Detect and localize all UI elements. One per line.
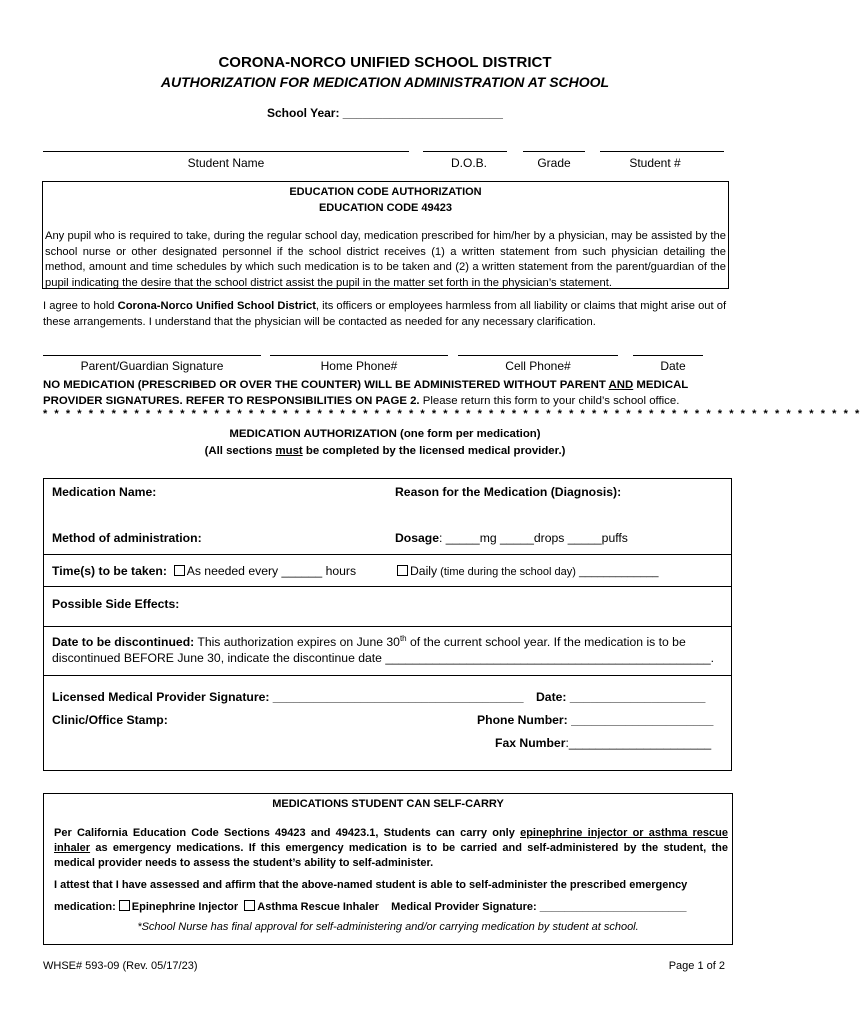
student-name-label: Student Name (187, 156, 265, 170)
self-carry-policy: Per California Education Code Sections 49423 and 49423.1, Students can carry only epinephrine injector or asthma rescue inhaler as emergency medications. If this emergency medication is to be carried and self-administered by the student, the medical provider needs to assess the student’s ability to self-administer. (54, 827, 728, 869)
divider (44, 554, 731, 555)
self-carry-heading: MEDICATIONS STUDENT CAN SELF-CARRY (272, 798, 504, 810)
star-divider: * * * * * * * * * * * * * * * * * * * * * * * * * * * * * * * * * * * * * * * * * * * * * * * * * * * * * * * * * * * * * * * * * * * * * * * * (43, 408, 861, 420)
liability-agreement: I agree to hold Corona-Norco Unified School District, its officers or employees harmless from all liability or claims that might arise out of these arrangements. I understand that the physician will be contacted as needed for any necessary clarification. (43, 300, 727, 328)
grade-label: Grade (537, 156, 571, 170)
form-id: WHSE# 593-09 (Rev. 05/17/23) (43, 960, 198, 972)
medication-name-label[interactable]: Medication Name: (52, 485, 157, 499)
divider (44, 586, 731, 587)
times-field[interactable]: Time(s) to be taken: As needed every ______ hours (52, 564, 357, 578)
self-carry-box (43, 793, 733, 945)
cell-phone-line[interactable] (458, 355, 618, 356)
clinic-stamp-label: Clinic/Office Stamp: (52, 713, 168, 727)
divider (44, 675, 731, 676)
dob-line[interactable] (423, 151, 507, 152)
signature-warning: NO MEDICATION (PRESCRIBED OR OVER THE COUNTER) WILL BE ADMINISTERED WITHOUT PARENT AND MEDICAL PROVIDER SIGNATURES. REFER TO RESPONSIBILITIES ON PAGE 2. Please return this form to your child’s school office. (43, 379, 689, 407)
medication-details-box (43, 478, 732, 771)
side-effects-label[interactable]: Possible Side Effects: (52, 597, 180, 611)
divider (44, 626, 731, 627)
form-title: AUTHORIZATION FOR MEDICATION ADMINISTRATION AT SCHOOL (160, 74, 610, 90)
epinephrine-checkbox[interactable] (119, 900, 130, 911)
as-needed-checkbox[interactable] (174, 565, 185, 576)
asthma-inhaler-checkbox[interactable] (244, 900, 255, 911)
reason-label[interactable]: Reason for the Medication (Diagnosis): (395, 485, 622, 499)
method-label[interactable]: Method of administration: (52, 531, 202, 545)
parent-signature-label: Parent/Guardian Signature (80, 359, 224, 373)
grade-line[interactable] (523, 151, 585, 152)
student-number-label: Student # (629, 156, 681, 170)
emergency-medication-row[interactable]: medication: Epinephrine Injector Asthma Rescue Inhaler Medical Provider Signature: ________________________ (54, 901, 687, 913)
parent-date-label: Date (660, 359, 686, 373)
attest-statement: I attest that I have assessed and affirm that the above-named student is able to self-administer the prescribed emergency (54, 879, 688, 891)
medication-authorization-heading: MEDICATION AUTHORIZATION (one form per medication) (All sections must be completed by the licensed medical provider.) (204, 428, 566, 457)
daily-checkbox[interactable] (397, 565, 408, 576)
education-code-text: Any pupil who is required to take, during the regular school day, medication prescribed for him/her by a physician, may be assisted by the school nurse or other designated personnel if the school district receives (1) a written statement from such physician detailing the method, amount and time schedules by which such medication is to be taken and (2) a written statement from the parent/guardian of the pupil indicating the desire that the school district assist the pupil in the matter set forth in the physician’s statement. (45, 230, 726, 289)
daily-field[interactable]: Daily (time during the school day) _____________ (397, 564, 658, 578)
dosage-field[interactable]: Dosage: _____mg _____drops _____puffs (395, 531, 628, 545)
dob-label: D.O.B. (450, 156, 487, 170)
page-number: Page 1 of 2 (668, 960, 725, 972)
provider-date-field[interactable]: Date: ____________________ (536, 690, 706, 704)
school-nurse-note: *School Nurse has final approval for self-administering and/or carrying medication by student at school. (137, 921, 639, 933)
student-number-line[interactable] (600, 151, 724, 152)
education-code-heading: EDUCATION CODE AUTHORIZATION (289, 186, 482, 198)
fax-number-field[interactable]: Fax Number:_____________________ (495, 736, 712, 750)
student-name-line[interactable] (43, 151, 409, 152)
home-phone-label: Home Phone# (320, 359, 398, 373)
cell-phone-label: Cell Phone# (505, 359, 571, 373)
discontinue-field[interactable]: Date to be discontinued: This authorization expires on June 30th of the current school year. If the medication is to be (52, 634, 686, 650)
self-carry-provider-signature[interactable]: Medical Provider Signature: ________________________ (391, 901, 687, 913)
district-title: CORONA-NORCO UNIFIED SCHOOL DISTRICT (218, 54, 552, 71)
home-phone-line[interactable] (270, 355, 448, 356)
education-code-box (42, 181, 729, 289)
phone-number-field[interactable]: Phone Number: _____________________ (477, 713, 714, 727)
provider-signature-field[interactable]: Licensed Medical Provider Signature: _____________________________________ (52, 690, 524, 704)
parent-date-line[interactable] (633, 355, 703, 356)
school-year-field[interactable]: School Year: ________________________ (267, 106, 503, 120)
discontinue-date-field[interactable]: discontinued BEFORE June 30, indicate the discontinue date ________________________________________________. (52, 651, 715, 665)
education-code-number: EDUCATION CODE 49423 (318, 202, 453, 214)
parent-signature-line[interactable] (43, 355, 261, 356)
